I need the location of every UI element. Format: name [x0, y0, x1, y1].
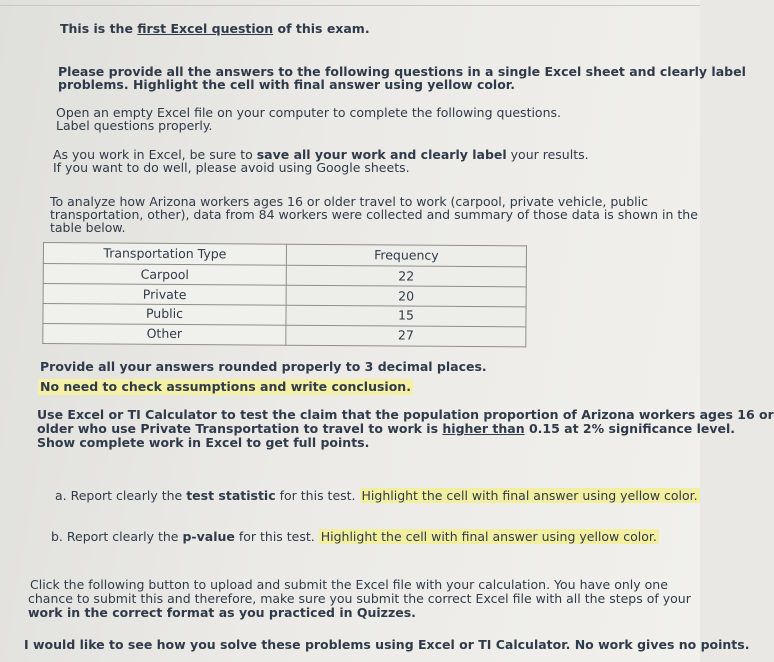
submit-line2: chance to submit this and therefore, make sure you submit the correct Excel file with all the steps of your: [28, 591, 691, 606]
context-line3: table below.: [50, 220, 126, 235]
instruction-p2-line2: Label questions properly.: [56, 118, 213, 133]
qb-pre: b. Report clearly the: [51, 529, 183, 544]
instruction-p3-line2: If you want to do well, please avoid using Google sheets.: [53, 160, 410, 175]
claim-line3: Show complete work in Excel to get full points.: [37, 435, 370, 450]
question-a: [55, 489, 700, 503]
intro-line: [60, 22, 370, 36]
claim-underlined: higher than: [442, 421, 525, 436]
claim-line2: [37, 422, 735, 436]
header-frequency: Frequency: [286, 244, 526, 267]
qa-highlight: Highlight the cell with final answer using yellow color.: [361, 488, 698, 503]
context-line1: To analyze how Arizona workers ages 16 or older travel to work (carpool, private vehicle, public: [50, 194, 648, 209]
header-transportation-type: Transportation Type: [43, 243, 286, 266]
intro-text-pre: This is the: [60, 21, 138, 36]
note-no-check: No need to check assumptions and write conclusion.: [40, 379, 411, 394]
claim-line1: Use Excel or TI Calculator to test the claim that the population proportion of Arizona workers ages 16 or: [37, 407, 774, 422]
p3-post: your results.: [506, 147, 589, 162]
question-b: [51, 530, 659, 544]
row-type: Private: [43, 284, 286, 306]
row-type: Other: [43, 323, 286, 345]
qa-pre: a. Report clearly the: [55, 488, 187, 503]
qa-bold: test statistic: [186, 488, 276, 503]
row-frequency: 27: [286, 325, 526, 347]
table-row: [43, 323, 526, 346]
submit-line1: Click the following button to upload and submit the Excel file with your calculation. You have only one: [30, 577, 668, 592]
context-line2: transportation, other), data from 84 workers were collected and summary of those data is shown in the: [50, 207, 698, 222]
intro-underlined: first Excel question: [137, 21, 274, 36]
claim-pre: older who use Private Transportation to travel to work is: [37, 421, 443, 436]
claim-post: 0.15 at 2% significance level.: [524, 421, 736, 436]
p3-pre: As you work in Excel, be sure to: [53, 147, 257, 162]
note-rounding: Provide all your answers rounded properly to 3 decimal places.: [40, 359, 487, 374]
submit-line3: work in the correct format as you practiced in Quizzes.: [28, 605, 416, 620]
row-type: Public: [43, 304, 286, 326]
qa-mid: for this test.: [275, 488, 360, 503]
qb-mid: for this test.: [234, 529, 319, 544]
intro-text-post: of this exam.: [273, 21, 370, 36]
frequency-table: [42, 242, 527, 347]
qb-highlight: Highlight the cell with final answer using yellow color.: [320, 529, 657, 544]
row-type: Carpool: [43, 264, 286, 286]
p3-bold: save all your work and clearly label: [256, 147, 507, 162]
row-frequency: 15: [286, 305, 526, 327]
instruction-p1-line2: problems. Highlight the cell with final answer using yellow color.: [58, 77, 515, 92]
top-divider: [0, 5, 700, 6]
row-frequency: 20: [286, 285, 526, 307]
row-frequency: 22: [286, 265, 526, 287]
instruction-p1-line1: Please provide all the answers to the following questions in a single Excel sheet and clearly label: [58, 64, 746, 79]
final-note: I would like to see how you solve these problems using Excel or TI Calculator. No work gives no points.: [24, 637, 750, 652]
qb-bold: p-value: [182, 529, 235, 544]
instruction-p2-line1: Open an empty Excel file on your computer to complete the following questions.: [56, 105, 561, 120]
